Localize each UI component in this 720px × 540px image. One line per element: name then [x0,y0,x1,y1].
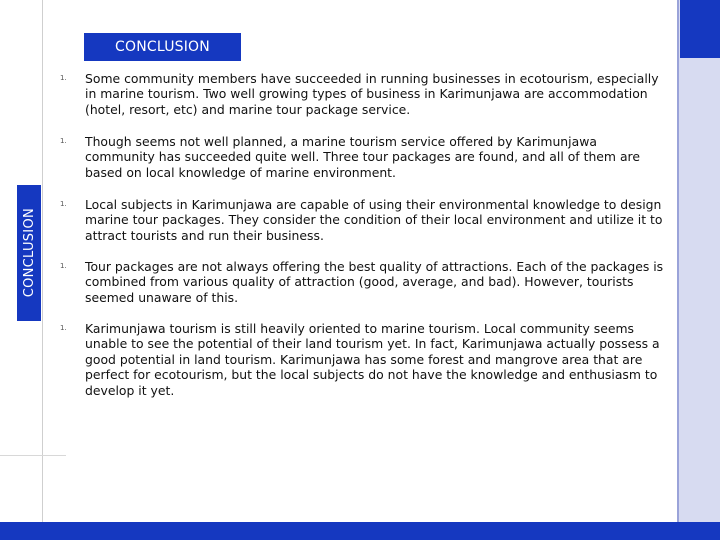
side-label [17,185,41,321]
list-item [60,259,665,305]
list-item [60,197,665,243]
bullet-marker: 1. [60,74,67,82]
bullet-marker: 1. [60,137,67,145]
list-item-text: Though seems not well planned, a marine tourism service offered by Karimunjawa community has succeeded quite well. Three tour packages are found, and all of them are based on local knowledge of marine environment. [85,134,640,180]
bullet-marker: 1. [60,324,67,332]
list-item [60,321,665,398]
list-item-text: Local subjects in Karimunjawa are capable of using their environmental knowledge to design marine tour packages. They consider the condition of their local environment and utilize it to attract tourists and run their business. [85,197,663,243]
bullet-marker: 1. [60,262,67,270]
right-side-bar [677,0,720,522]
bottom-bar [0,522,720,540]
right-side-bar-edge [677,0,679,522]
list-item-text: Karimunjawa tourism is still heavily oriented to marine tourism. Local community seems unable to see the potential of their land tourism yet. In fact, Karimunjawa actually possess a good potential in land tourism. Karimunjawa has some forest and mangrove area that are perfect for ecotourism, but the local subjects do not have the knowledge and enthusiasm to develop it yet. [85,321,660,398]
list-item-text: Some community members have succeeded in running businesses in ecotourism, especially in marine tourism. Two well growing types of business in Karimunjawa are accommodation (hotel, resort, etc) and marine tour package service. [85,71,659,117]
slide-title: CONCLUSION [84,33,241,61]
list-item [60,71,665,117]
bullet-marker: 1. [60,200,67,208]
right-corner-block [680,0,720,58]
list-item-text: Tour packages are not always offering the best quality of attractions. Each of the packages is combined from various quality of attraction (good, average, and bad). However, tourists seemed unaware of this. [85,259,664,305]
left-divider-line [42,0,43,522]
bottom-left-rule [0,455,66,456]
side-label-text: CONCLUSION [21,208,37,298]
list-item [60,134,665,180]
